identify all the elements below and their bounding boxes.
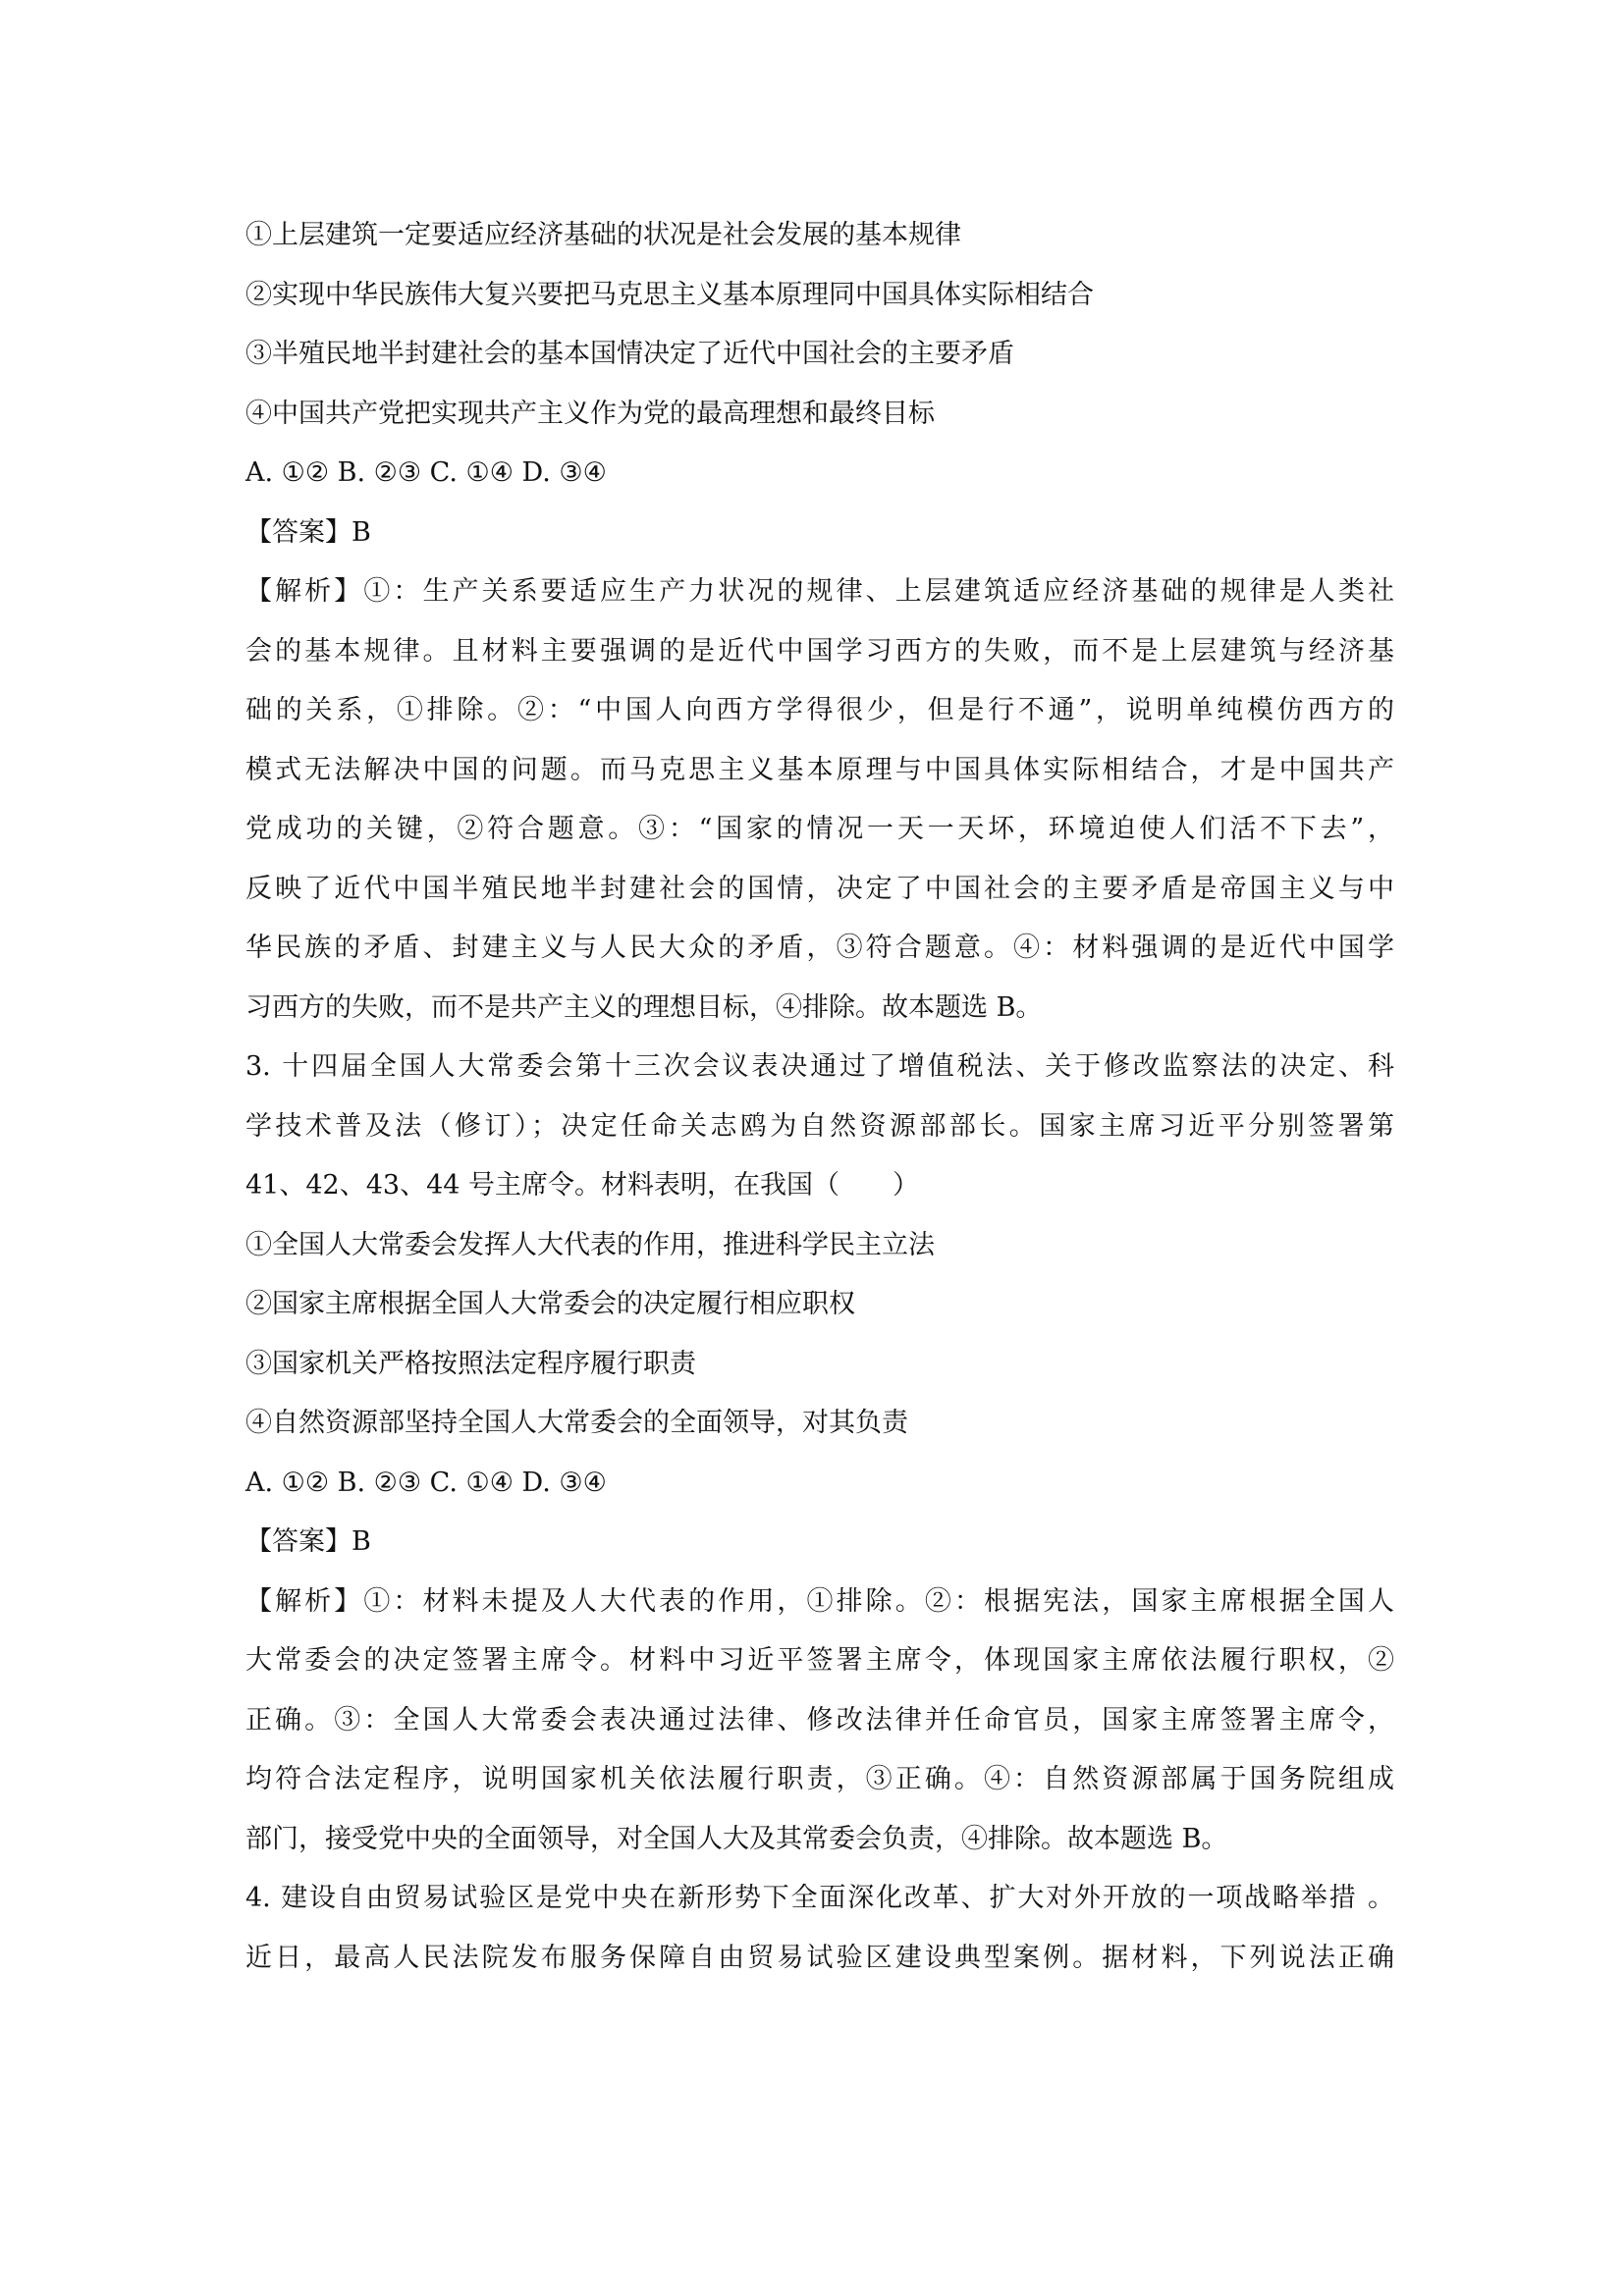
option-line-3: ③国家机关严格按照法定程序履行职责 bbox=[245, 1348, 696, 1379]
option-line-2: ②国家主席根据全国人大常委会的决定履行相应职权 bbox=[245, 1289, 855, 1319]
analysis-line: 大常委会的决定签署主席令。材料中习近平签署主席令，体现国家主席依法履行职权，② bbox=[245, 1645, 1394, 1676]
analysis-line: 正确。③：全国人大常委会表决通过法律、修改法律并任命官员，国家主席签署主席令， bbox=[245, 1704, 1394, 1735]
question-line: 4. 建设自由贸易试验区是党中央在新形势下全面深化改革、扩大对外开放的一项战略举措 。 bbox=[245, 1883, 1394, 1913]
answer-line: 【答案】B bbox=[245, 516, 371, 548]
analysis-line: 【解析】①：生产关系要适应生产力状况的规律、上层建筑适应经济基础的规律是人类社 bbox=[245, 576, 1394, 607]
answer-line: 【答案】B bbox=[245, 1526, 371, 1557]
option-line-1: ①全国人大常委会发挥人大代表的作用，推进科学民主立法 bbox=[245, 1229, 935, 1260]
question-line: 近日，最高人民法院发布服务保障自由贸易试验区建设典型案例。据材料，下列说法正确 bbox=[245, 1942, 1394, 1973]
analysis-line: 部门，接受党中央的全面领导，对全国人大及其常委会负责，④排除。故本题选 B。 bbox=[245, 1823, 1228, 1854]
question-line: 3. 十四届全国人大常委会第十三次会议表决通过了增值税法、关于修改监察法的决定、科 bbox=[245, 1051, 1394, 1082]
analysis-line: 习西方的失败，而不是共产主义的理想目标，④排除。故本题选 B。 bbox=[245, 991, 1043, 1023]
analysis-line: 党成功的关键，②符合题意。③：“国家的情况一天一天坏，环境迫使人们活不下去”， bbox=[245, 814, 1394, 844]
question-line: 41、42、43、44 号主席令。材料表明，在我国（ ） bbox=[245, 1170, 920, 1201]
option-line-4: ④自然资源部坚持全国人大常委会的全面领导，对其负责 bbox=[245, 1408, 908, 1438]
analysis-line: 华民族的矛盾、封建主义与人民大众的矛盾，③符合题意。④：材料强调的是近代中国学 bbox=[245, 933, 1394, 963]
option-line-3: ③半殖民地半封建社会的基本国情决定了近代中国社会的主要矛盾 bbox=[245, 339, 1014, 369]
analysis-line: 均符合法定程序，说明国家机关依法履行职责，③正确。④：自然资源部属于国务院组成 bbox=[245, 1764, 1394, 1794]
option-line-1: ①上层建筑一定要适应经济基础的状况是社会发展的基本规律 bbox=[245, 220, 961, 250]
option-line-2: ②实现中华民族伟大复兴要把马克思主义基本原理同中国具体实际相结合 bbox=[245, 279, 1094, 310]
analysis-line: 模式无法解决中国的问题。而马克思主义基本原理与中国具体实际相结合，才是中国共产 bbox=[245, 754, 1394, 785]
analysis-line: 反映了近代中国半殖民地半封建社会的国情，决定了中国社会的主要矛盾是帝国主义与中 bbox=[245, 873, 1394, 904]
document-body bbox=[245, 206, 1394, 1988]
question-line: 学技术普及法（修订）；决定任命关志鸥为自然资源部部长。国家主席习近平分别签署第 bbox=[245, 1110, 1394, 1142]
analysis-line: 会的基本规律。且材料主要强调的是近代中国学习西方的失败，而不是上层建筑与经济基 bbox=[245, 635, 1394, 667]
analysis-line: 础的关系，①排除。②：“中国人向西方学得很少，但是行不通”，说明单纯模仿西方的 bbox=[245, 695, 1394, 725]
option-line-4: ④中国共产党把实现共产主义作为党的最高理想和最终目标 bbox=[245, 398, 935, 429]
choices-line: A. ①② B. ②③ C. ①④ D. ③④ bbox=[245, 1467, 607, 1498]
choices-line: A. ①② B. ②③ C. ①④ D. ③④ bbox=[245, 457, 607, 488]
analysis-line: 【解析】①：材料未提及人大代表的作用，①排除。②：根据宪法，国家主席根据全国人 bbox=[245, 1585, 1394, 1617]
